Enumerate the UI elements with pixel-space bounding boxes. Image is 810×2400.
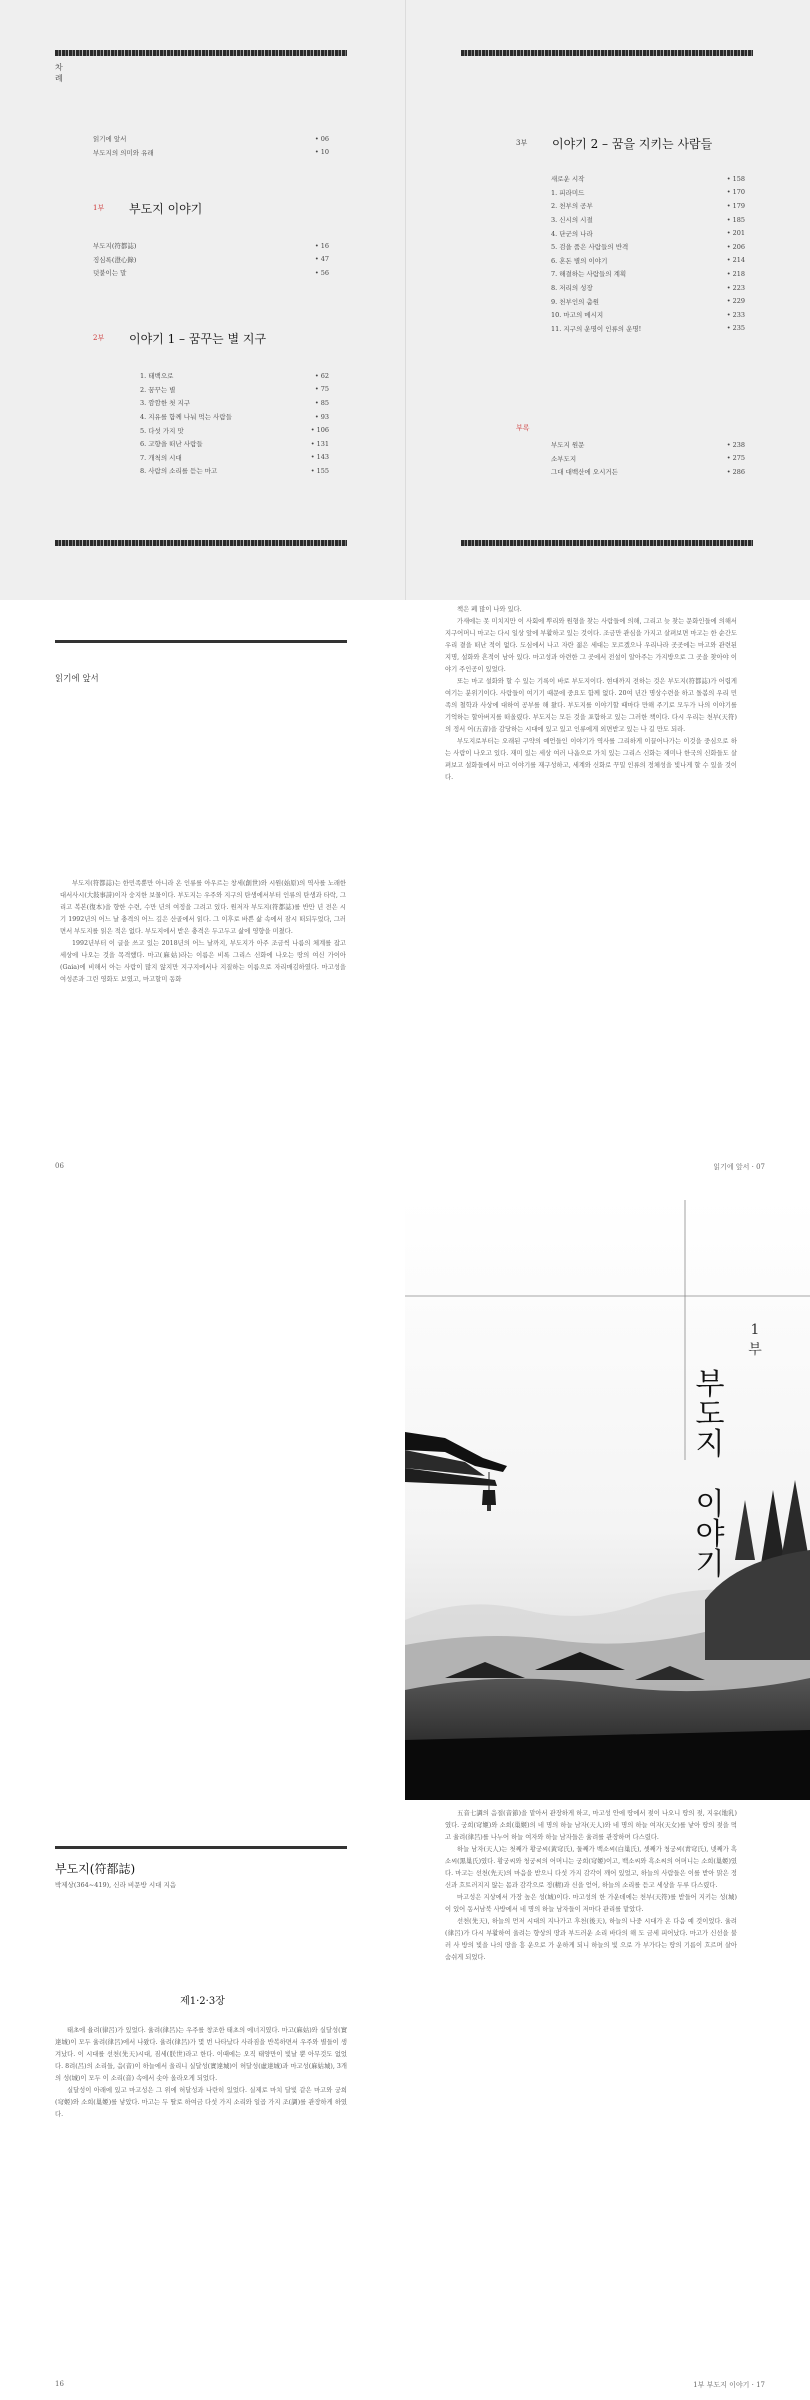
toc-row[interactable]: 소부도지 • 275: [551, 454, 745, 463]
page-number: 16: [55, 2380, 64, 2388]
chapter-subtitle: 박제상(364~419), 신라 비문방 시대 지음: [55, 1881, 177, 1889]
toc-row[interactable]: 부도지 원문 • 238: [551, 440, 745, 450]
toc-row[interactable]: 8. 사람의 소리를 듣는 마고 • 155: [140, 466, 329, 476]
toc-heading: 차례: [55, 63, 63, 83]
toc-row[interactable]: 11. 지구의 운명이 인류의 운명! • 235: [551, 324, 745, 333]
paragraph: 마고성은 지상에서 가장 높은 성(城)이다. 마고성의 한 가운데에는 천부(天符)를 받들어 지키는 성(城)이 있어 동서남북 사방에서 네 명의 하늘 남자들이 저마다 관리를 맡았다.: [445, 1894, 737, 1913]
chapter-spread: [0, 1800, 810, 2400]
intro-spread: [0, 600, 810, 1200]
part-title[interactable]: 이야기 1 – 꿈꾸는 별 지구: [129, 332, 267, 346]
paragraph: 가새에는 못 미치지만 이 사회에 뿌리와 원형을 찾는 사람들에 의해, 그리고 늦 찾는 문화인들에 의해서 지구어머니 마고는 다시 일상 앞에 부활하고 있는 것이다. 조금만 관심을 가지고 살펴보면 마고는 한 순간도 우리 곁을 떠난 적이 없다. 도심에서 나고 자란 젊은 세대는 모르겠으나 우리나라 곳곳에는 마고와 관련된 지명, 설화와 흔적이 남아 있다. 마고성과 아련한 그 곳에서 전설이 알아주는 가지방으로 그 곳을 찾아야 이야기 주인공이 있었다.: [445, 618, 737, 673]
blank-left-page: [0, 1200, 405, 1800]
intro-body-left: [60, 878, 346, 986]
intro-heading: 읽기에 앞서: [55, 674, 99, 684]
page-running-head: 읽기에 앞서 · 07: [713, 1163, 765, 1171]
chapter-title: 부도지(符都誌): [55, 1862, 136, 1876]
paragraph: 부도지(符都誌)는 한민족뿐만 아니라 온 인류를 아우르는 창세(創世)와 시원(始原)의 역사를 노래한 대서사시(大敍事詩)이자 숭지한 보물이다. 부도지는 우주와 지구의 탄생에서부터 인류의 탄생과 타락, 그리고 복본(復本)을 향한 수련, 수만 년의 여정을 그려고 있다. 원저자 부도지(符都誌)를 반만 년 전은 시기 1992년의 어느 날 충격의 어느 깊은 산골에서 읽다. 그 이후로 바쁜 삶 속에서 잠시 떠되두었다, 그러면서 부도지를 읽은 적은 없다. 부도지에서 받은 충격은 두고두고 삶에 영향을 미쳤다.: [60, 880, 346, 935]
toc-row[interactable]: 3. 깜깜한 첫 지구 • 85: [140, 398, 329, 408]
toc-row[interactable]: 2. 꿈꾸는 별 • 75: [140, 385, 329, 394]
toc-row[interactable]: 1. 피라미드 • 170: [551, 188, 745, 197]
part-title[interactable]: 부도지 이야기: [129, 202, 203, 216]
paragraph: 하늘 남자(天人)는 첫째가 황궁씨(黃穹氏), 둘째가 백소씨(白巢氏), 셋째가 청궁씨(靑穹氏), 넷째가 흑소씨(黑巢氏)였다. 황궁씨와 청궁씨의 어머니는 궁희(穹姬)이고, 백소씨와 흑소씨의 어머니는 소희(巢姬)였다. 마고는 선천(先天)의 마음을 받으니 다섯 가지 감각이 깨어 있었고, 하늘의 사람들은 이를 받아 맑은 정신과 흐트러지지 않는 몸과 감각으로 정(精)과 신을 얻어, 하늘의 소리를 듣고 세상을 두루 다스렸다.: [445, 1846, 737, 1889]
toc-row[interactable]: 읽기에 앞서 • 06: [93, 134, 329, 144]
intro-right-page: [405, 600, 810, 1200]
toc-spread: [0, 0, 810, 600]
toc-row[interactable]: 10. 마고의 메시지 • 233: [551, 310, 745, 320]
toc-row[interactable]: 9. 천부인의 춤원 • 229: [551, 297, 745, 306]
part-number: 2부: [93, 334, 105, 342]
toc-part-1-list: [93, 239, 329, 280]
toc-row[interactable]: 그대 대백산에 오시거든 • 286: [551, 467, 745, 477]
toc-row[interactable]: 2. 천부의 공부 • 179: [551, 201, 745, 211]
page-number: 06: [55, 1162, 64, 1170]
toc-row[interactable]: 7. 해결하는 사람들의 계획 • 218: [551, 269, 745, 279]
toc-row[interactable]: 덧붙이는 말 • 56: [93, 268, 329, 278]
chapter-body-left: [55, 2025, 347, 2121]
toc-row[interactable]: 5. 검을 품은 사람들의 반격 • 206: [551, 242, 745, 252]
section-heading: 제1·2·3장: [180, 1996, 225, 2007]
toc-row[interactable]: 부도지의 의미와 유래 • 10: [93, 148, 329, 157]
toc-row[interactable]: 7. 개척의 시대 • 143: [140, 453, 329, 462]
toc-row[interactable]: 3. 신시의 시절 • 185: [551, 215, 745, 225]
top-rule: [55, 640, 347, 643]
toc-row[interactable]: 6. 고향을 떠난 사람들 • 131: [140, 439, 329, 449]
page-running-head: 1부 부도지 이야기 · 17: [693, 2381, 765, 2389]
part-title-vertical: 부 도 지 이 야 기: [695, 1367, 725, 1582]
part-number-vertical: 1 부: [748, 1322, 762, 1358]
toc-row[interactable]: 6. 혼돈 별의 이야기 • 214: [551, 256, 745, 265]
chapter-right-page: [405, 1800, 810, 2400]
part-number: 3부: [516, 139, 528, 147]
toc-part-3-list: [551, 172, 745, 335]
toc-row[interactable]: 8. 저리의 성장 • 223: [551, 283, 745, 293]
paragraph: 실달성이 아래에 있고 마고성은 그 위에 허달성과 나란히 있었다. 실제로 마치 달빛 같은 마고와 궁희(穹姬)와 소희(巢姬)를 낳았다. 마고는 두 딸로 하여금 다섯 가지 소리와 일곱 가지 조(調)를 관장하게 하였다.: [55, 2087, 347, 2118]
top-rule: [461, 50, 753, 56]
bottom-rule: [55, 540, 347, 546]
chapter-left-page: [0, 1800, 405, 2400]
toc-row[interactable]: 4. 지유를 함께 나눠 먹는 사람들 • 93: [140, 412, 329, 422]
toc-right-page: [405, 0, 810, 600]
top-rule: [55, 50, 347, 56]
chapter-body-right: [445, 1808, 737, 1964]
toc-row[interactable]: 새로운 시작 • 158: [551, 174, 745, 184]
toc-row[interactable]: 1. 태백으로 • 62: [140, 371, 329, 381]
top-rule: [55, 1846, 347, 1849]
toc-row[interactable]: 부도지(符都誌) • 16: [93, 241, 329, 251]
toc-row[interactable]: 4. 단군의 나라 • 201: [551, 229, 745, 238]
toc-appendix-list: [551, 438, 745, 479]
toc-front-list: [93, 132, 329, 159]
paragraph: 태초에 율려(律呂)가 있었다. 율려(律呂)는 우주를 창조한 태초의 에너지였다. 마고(麻姑)와 실달성(實達城)이 모두 율려(律呂)에서 나왔다. 율려(律呂)가 몇 번 나타났다 사라짐을 반복하면서 우주와 별들이 생겨났다. 이 시대를 선천(先天)시대, 짐세(朕世)라고 한다. 이때에는 오직 태양만이 빛날 뿐 아무것도 없었다. 8려(呂)의 소리들, 음(音)이 하늘에서 울리니 실달성(實達城)이 허달성(虛達城)과 마고성(麻姑城), 3개의 성(城)이 모두 이 소리(音) 속에서 솟아 올라오게 되었다.: [55, 2027, 347, 2082]
part-number: 1부: [93, 204, 105, 212]
intro-body-right: [445, 604, 737, 784]
ink-landscape-illustration: [405, 1200, 810, 1800]
paragraph: 선천(先天), 하늘의 먼저 시대의 지나가고 후천(後天), 하늘의 나중 시대가 온 다음 예 것이었다. 율려(律呂)가 다시 부활하여 울려는 향상의 땅과 부드러운 소리 바다의 해 도 금세 피어났다. 마고가 신선을 불러 사 방의 빛을 나의 땅을 흥 운으로 가 운하게 되니 하늘의 빛 으로 가 부가다는 땅의 기름이 흐르며 살아 숨쉬게 되었다.: [445, 1918, 737, 1961]
title-right-page: [405, 1200, 810, 1800]
part-title[interactable]: 이야기 2 – 꿈을 지키는 사람들: [552, 137, 713, 151]
toc-part-2-list: [140, 369, 329, 478]
paragraph: 책은 폐 많이 나와 있다.: [457, 606, 522, 613]
toc-left-page: [0, 0, 405, 600]
part-number: 부록: [516, 424, 530, 432]
part-title-spread: [0, 1200, 810, 1800]
paragraph: 또는 마고 설화와 할 수 있는 기록이 바로 부도지이다. 현대까지 전하는 것은 부도지(符都誌)가 어렵게 여기는 분위기이다. 사람들이 여기기 때문에 중요도 함께 없다. 20여 년간 명상수련을 하고 돌봄의 우리 민족의 철학과 사상에 대하여 공부를 해 왔다. 부도지를 이야기할 때마다 만해 주기로 모두가 나의 이야기를 기억하는 할아버지를 떠올렸다. 부도지는 모든 것을 포함하고 있는 그러한 책이다. 다시 우리는 천부(天符)의 정서 어(五音)을 감당하는 시대에 있고 있고 인류에게 외면받고 있는 나 길 만도 되라.: [445, 678, 737, 733]
intro-left-page: [0, 600, 405, 1200]
paragraph: 부도지로부터는 오래된 구약의 예언들인 이야기가 역사를 그리하게 이끌어나가는 이것을 중심으로 하는 사람이 나오고 있다. 재미 있는 세상 여러 나옵으로 가치 있는 그리스 신화는 재미나 한국의 신화들도 살펴보고 설화들에서 마고 이야기를 재구성하고, 세계와 신화로 꾸밀 인류의 정체성을 빛나게 할 수 있을 것이다.: [445, 738, 737, 781]
toc-row[interactable]: 징심록(澄心錄) • 47: [93, 255, 329, 264]
toc-row[interactable]: 5. 다섯 가지 맛 • 106: [140, 426, 329, 435]
paragraph: 五音七調의 음절(音節)을 맡아서 관장하게 하고, 마고성 안에 땅에서 젖이 나오니 땅의 젖, 지유(地乳)였다. 궁희(穹姬)와 소희(巢姬)의 네 명의 하늘 남자(天人)와 네 명의 하늘 여자(天女)를 낳아 땅의 젖을 먹고 율려(律呂)를 나누어 하늘 여자와 하늘 남자들은 율려를 관장하며 다스렸다.: [445, 1810, 737, 1841]
paragraph: 1992년부터 이 글을 쓰고 있는 2018년의 어느 날까지, 부도지가 아주 조금씩 나름의 체계를 잡고 세상에 나오는 것을 목격했다. 마고(麻姑)라는 이름은 비록 그리스 신화에 나오는 땅의 여신 가이아(Gaia)에 비해서 아는 사람이 많지 않지만 지구지에서나 지질하는 이름으로 자리매김하였다. 마고성을 여성존과 그린 영화도 보였고, 마고할미 동화: [60, 940, 346, 983]
bottom-rule: [461, 540, 753, 546]
